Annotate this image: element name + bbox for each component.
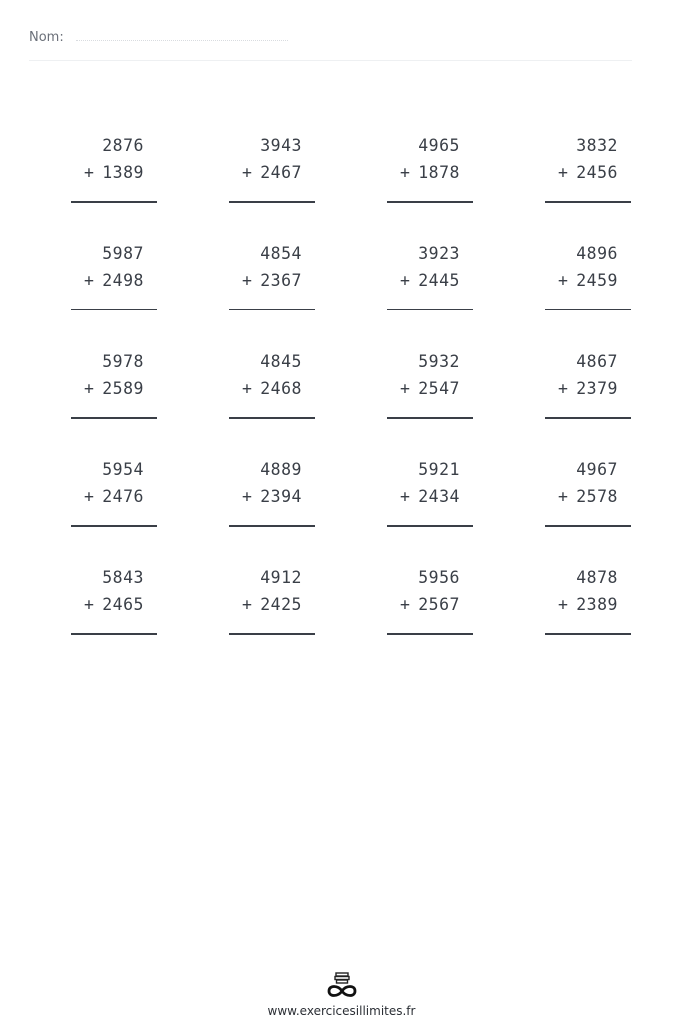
answer-line[interactable] [387,201,473,203]
addend-row [400,487,460,506]
plus-sign: + [242,487,253,506]
addend-bottom: 1389 [102,163,144,182]
addend-row [242,379,302,398]
addend-row [84,163,144,182]
addend-top: 2876 [102,136,144,155]
addend-bottom: 2456 [576,163,618,182]
addend-row [84,271,144,290]
addend-row [84,595,144,614]
plus-sign: + [558,487,569,506]
plus-sign: + [400,163,411,182]
addend-bottom: 2465 [102,595,144,614]
addend-row [242,271,302,290]
plus-sign: + [400,487,411,506]
infinity-books-icon [325,970,359,1000]
addition-problem [387,457,473,565]
addend-row [400,379,460,398]
addend-top: 5843 [102,568,144,587]
plus-sign: + [242,163,253,182]
answer-line[interactable] [387,633,473,635]
addend-top: 5987 [102,244,144,263]
addend-top: 3832 [576,136,618,155]
answer-line[interactable] [387,309,473,310]
addend-top: 4896 [576,244,618,263]
plus-sign: + [84,487,95,506]
addend-top: 5978 [102,352,144,371]
addend-top: 3943 [260,136,302,155]
website-url[interactable]: www.exercicesillimites.fr [267,1004,416,1018]
addition-problem [387,349,473,457]
answer-line[interactable] [545,417,631,419]
plus-sign: + [558,379,569,398]
addend-row [242,595,302,614]
answer-line[interactable] [71,525,157,527]
addend-bottom: 2468 [260,379,302,398]
addition-problem [229,457,315,565]
addend-bottom: 2425 [260,595,302,614]
answer-line[interactable] [387,525,473,527]
addition-problem [545,565,631,673]
addend-bottom: 2467 [260,163,302,182]
addend-bottom: 2567 [418,595,460,614]
answer-line[interactable] [387,417,473,419]
answer-line[interactable] [71,309,157,310]
addend-row [400,595,460,614]
problem-grid [71,133,632,673]
answer-line[interactable] [229,201,315,203]
addend-bottom: 2547 [418,379,460,398]
header-divider [29,60,632,61]
addend-row [84,487,144,506]
addend-row [242,487,302,506]
plus-sign: + [242,379,253,398]
addend-top: 3923 [418,244,460,263]
addend-row [558,379,618,398]
addition-problem [387,241,473,349]
addend-top: 4889 [260,460,302,479]
answer-line[interactable] [545,201,631,203]
answer-line[interactable] [229,633,315,635]
addition-problem [387,133,473,241]
plus-sign: + [84,271,95,290]
addition-problem [229,349,315,457]
plus-sign: + [242,595,253,614]
plus-sign: + [558,163,569,182]
addend-bottom: 2367 [260,271,302,290]
addend-top: 4867 [576,352,618,371]
addend-top: 4878 [576,568,618,587]
addend-row [558,595,618,614]
addend-bottom: 2459 [576,271,618,290]
addend-top: 5932 [418,352,460,371]
addend-row [558,163,618,182]
answer-line[interactable] [71,417,157,419]
name-header [29,27,64,47]
addition-problem [545,457,631,565]
addend-row [400,163,460,182]
addend-bottom: 2476 [102,487,144,506]
addend-top: 5954 [102,460,144,479]
answer-line[interactable] [229,309,315,310]
addend-row [558,271,618,290]
addend-bottom: 2394 [260,487,302,506]
plus-sign: + [558,271,569,290]
addition-problem [71,565,157,673]
addition-problem [545,133,631,241]
addition-problem [229,565,315,673]
addend-top: 4854 [260,244,302,263]
addition-problem [71,133,157,241]
plus-sign: + [400,271,411,290]
addend-bottom: 2589 [102,379,144,398]
addend-bottom: 2445 [418,271,460,290]
answer-line[interactable] [545,525,631,527]
addition-problem [545,241,631,349]
name-label: Nom: [29,29,64,45]
plus-sign: + [558,595,569,614]
addend-row [400,271,460,290]
addend-bottom: 2434 [418,487,460,506]
addend-top: 4967 [576,460,618,479]
addition-problem [71,457,157,565]
addend-top: 5956 [418,568,460,587]
plus-sign: + [84,595,95,614]
addition-problem [229,241,315,349]
answer-line[interactable] [229,417,315,419]
addend-top: 4845 [260,352,302,371]
addition-problem [387,565,473,673]
addition-problem [71,349,157,457]
addend-bottom: 1878 [418,163,460,182]
addition-problem [229,133,315,241]
plus-sign: + [400,595,411,614]
addend-row [84,379,144,398]
addend-bottom: 2498 [102,271,144,290]
answer-line[interactable] [229,525,315,527]
answer-line[interactable] [545,633,631,635]
name-line[interactable] [76,40,288,41]
addend-bottom: 2578 [576,487,618,506]
addition-problem [71,241,157,349]
plus-sign: + [84,379,95,398]
addition-problem [545,349,631,457]
answer-line[interactable] [71,633,157,635]
plus-sign: + [84,163,95,182]
plus-sign: + [400,379,411,398]
footer [0,970,683,1018]
plus-sign: + [242,271,253,290]
addend-row [558,487,618,506]
answer-line[interactable] [71,201,157,203]
addend-top: 5921 [418,460,460,479]
addend-bottom: 2379 [576,379,618,398]
addend-bottom: 2389 [576,595,618,614]
addend-top: 4965 [418,136,460,155]
addend-row [242,163,302,182]
answer-line[interactable] [545,309,631,310]
addend-top: 4912 [260,568,302,587]
